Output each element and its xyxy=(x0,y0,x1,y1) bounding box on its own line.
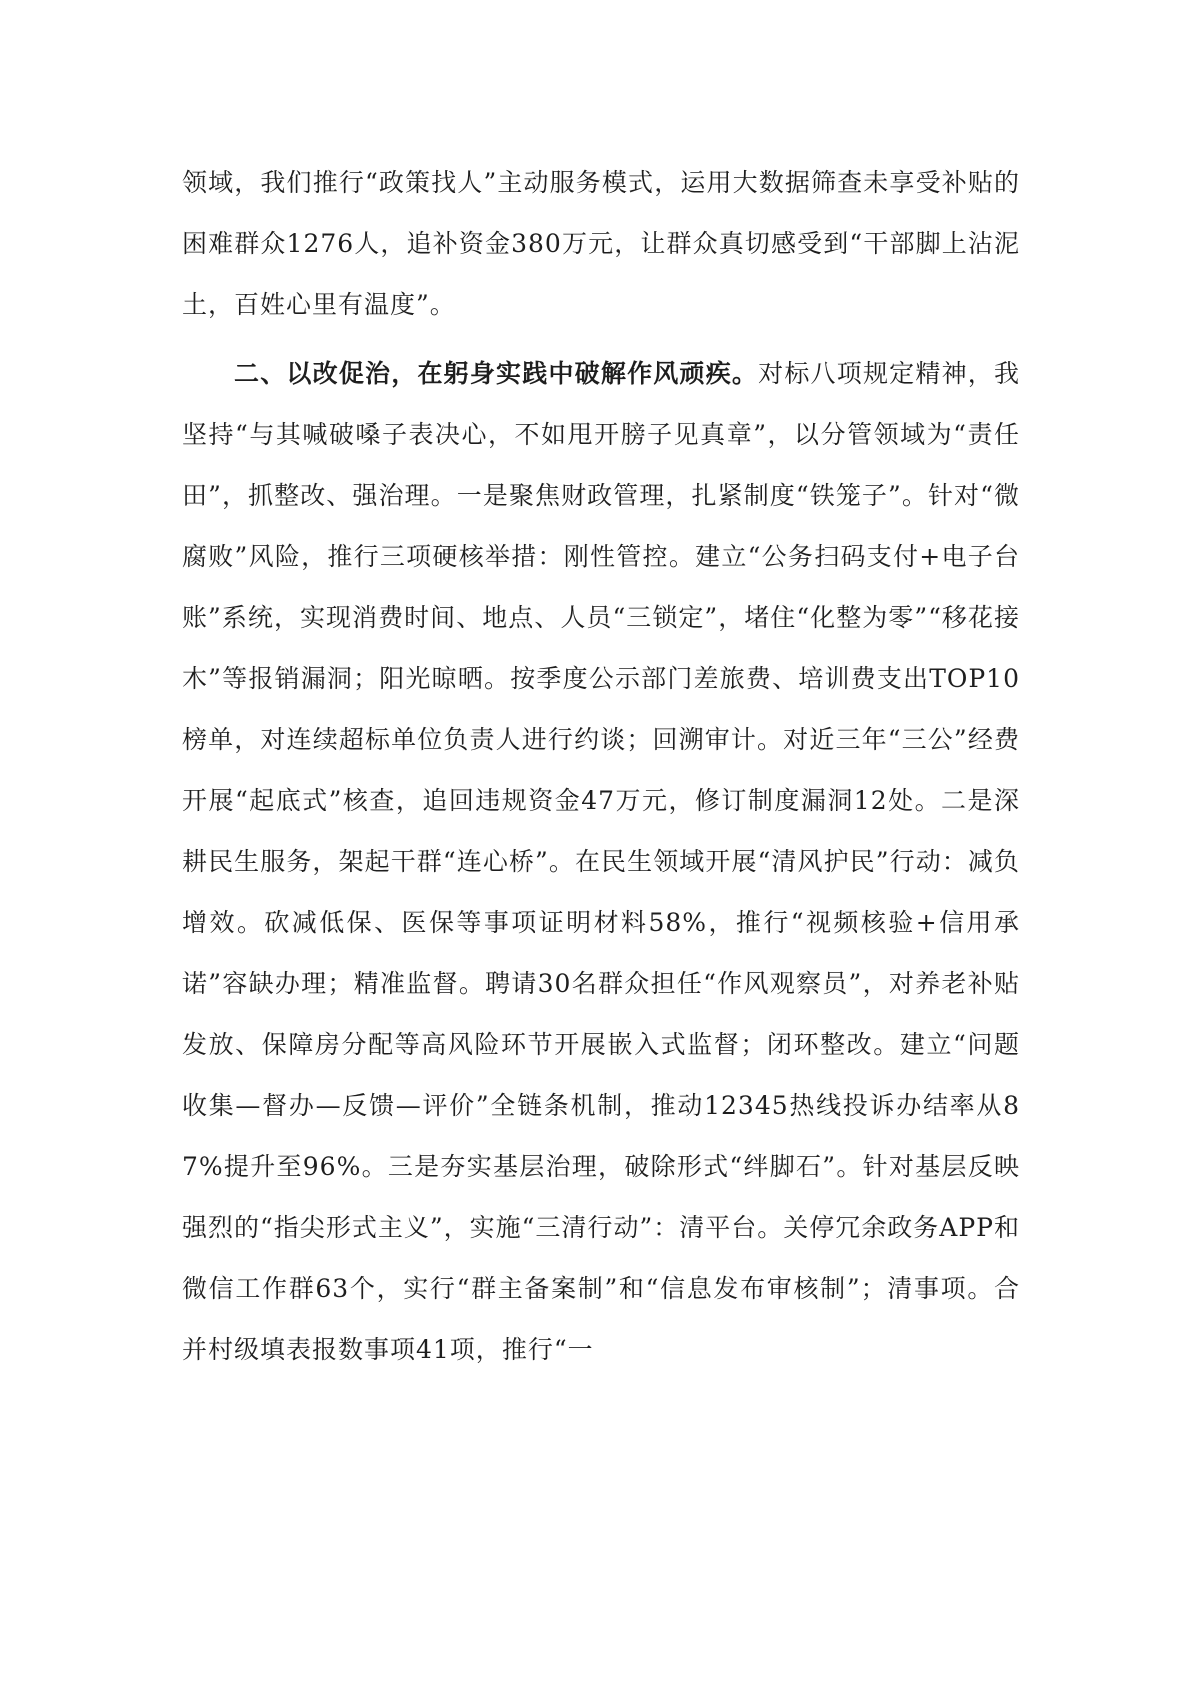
paragraph-2 xyxy=(182,343,1020,1380)
paragraph-2-text: 对标八项规定精神，我坚持“与其喊破嗓子表决心，不如甩开膀子见真章”，以分管领域为“责任田”，抓整改、强治理。一是聚焦财政管理，扎紧制度“铁笼子”。针对“微腐败”风险，推行三项硬核举措：刚性管控。建立“公务扫码支付+电子台账”系统，实现消费时间、地点、人员“三锁定”，堵住“化整为零”“移花接木”等报销漏洞；阳光晾晒。按季度公示部门差旅费、培训费支出TOP10榜单，对连续超标单位负责人进行约谈；回溯审计。对近三年“三公”经费开展“起底式”核查，追回违规资金47万元，修订制度漏洞12处。二是深耕民生服务，架起干群“连心桥”。在民生领域开展“清风护民”行动：减负增效。砍减低保、医保等事项证明材料58%，推行“视频核验+信用承诺”容缺办理；精准监督。聘请30名群众担任“作风观察员”，对养老补贴发放、保障房分配等高风险环节开展嵌入式监督；闭环整改。建立“问题收集—督办—反馈—评价”全链条机制，推动12345热线投诉办结率从87%提升至96%。三是夯实基层治理，破除形式“绊脚石”。针对基层反映强烈的“指尖形式主义”，实施“三清行动”：清平台。关停冗余政务APP和微信工作群63个，实行“群主备案制”和“信息发布审核制”；清事项。合并村级填表报数事项41项，推行“一 xyxy=(182,359,1021,1364)
paragraph-2-heading: 二、以改促治，在躬身实践中破解作风顽疾。 xyxy=(234,359,759,388)
paragraph-1 xyxy=(182,152,1020,335)
document-body xyxy=(182,152,1020,1380)
paragraph-1-text: 领域，我们推行“政策找人”主动服务模式，运用大数据筛查未享受补贴的困难群众1276人，追补资金380万元，让群众真切感受到“干部脚上沾泥土，百姓心里有温度”。 xyxy=(182,168,1020,319)
